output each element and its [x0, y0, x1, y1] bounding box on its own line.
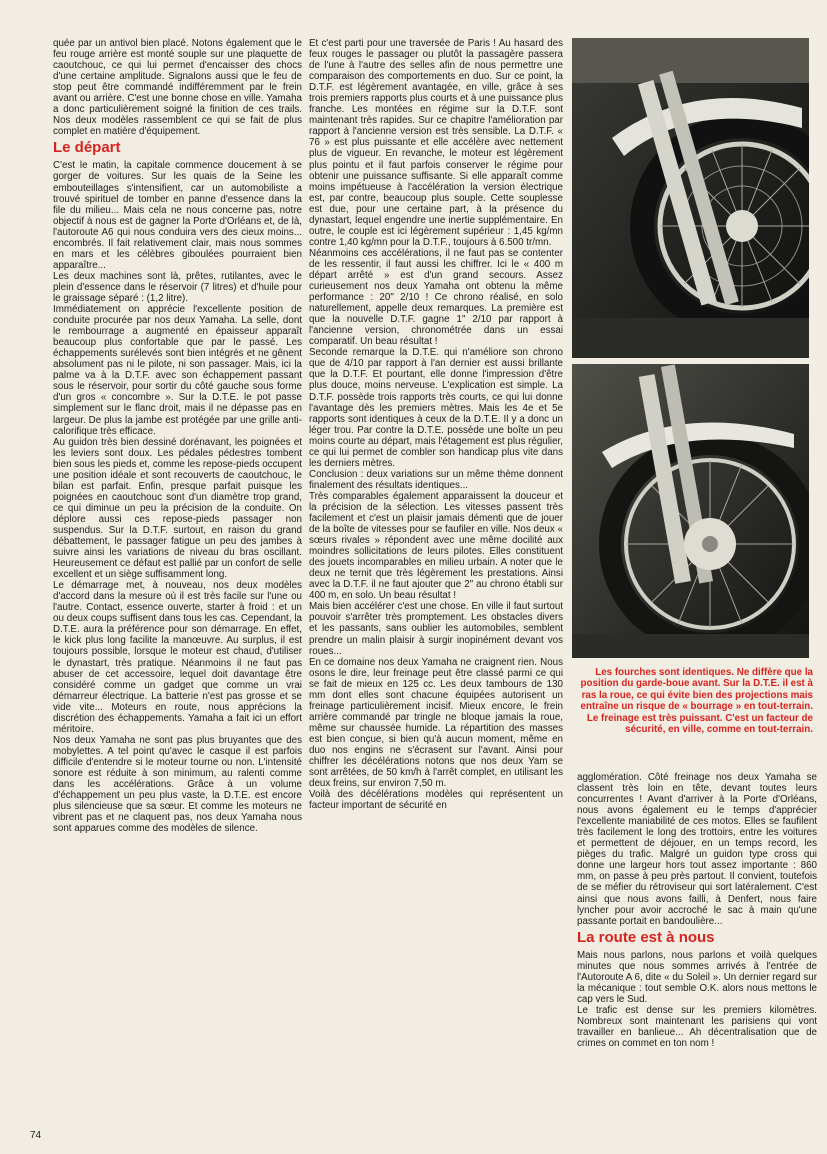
- paragraph: En ce domaine nos deux Yamaha ne craignent rien. Nous osons le dire, leur freinage peut être classé parmi ce qui se fait de mieux en 125 cc. Les deux tambours de 130 mm dont elles sont chacune équipées autorisent un freinage particulièrement incisif. Mieux encore, le frein arrière commandé par tringle ne bloque jamais la roue, même sur chaussée humide. La répartition des masses est bien conçue, si bien qu'à aucun moment, même en duo nos engins ne s'écrasent sur l'avant. Ainsi pour chiffrer les décélérations notons que nos deux Yam se sont arrêtées, de 50 km/h à l'arrêt complet, en utilisant les deux freins, sur environ 7,50 m.: [309, 656, 563, 790]
- paragraph: Mais nous parlons, nous parlons et voilà quelques minutes que nous sommes arrivés à l'entrée de l'Autoroute A 6, dite « du Soleil ». Un dernier regard sur la mécanique : tout semble O.K. alors nous mettons le cap vers le Sud.: [577, 949, 817, 1005]
- text-column-3: [577, 772, 817, 1147]
- paragraph: Le trafic est dense sur les premiers kilomètres. Nombreux sont maintenant les parisiens qui vont travailler en banlieue... Ah décentralisation que de crimes on commet en ton nom !: [577, 1004, 817, 1050]
- paragraph: Au guidon très bien dessiné dorénavant, les poignées et les leviers sont doux. Les pédales pédestres tombent bien sous les pieds et, comme les repose-pieds occupent une position idéale et sont recouverts de caoutchouc, le bilan est parfait. Enfin, presque parfait puisque les poignées en caoutchouc sont d'un diamètre trop grand, ce qui diminue un peu la précision de la conduite. On déplore aussi ces repose-pieds passager non suspendus. Sur la D.T.F. surtout, en raison du grand débattement, le passager fatigue un peu des jambes à suivre ainsi les variations de niveau du bras oscillant. Heureusement ce défaut est pallié par un confort de selle excellent et un siège suffisamment long.: [53, 436, 302, 581]
- section-heading-depart: Le départ: [53, 139, 121, 157]
- paragraph: C'est le matin, la capitale commence doucement à se gorger de voitures. Sur les quais de la Seine les embouteillages s'intensifient, car un automobiliste a trouvé spirituel de tomber en panne d'essence dans la file du milieu... Mais cela ne nous concerne pas, notre objectif à nous est de gagner la Porte d'Orléans et, de là, l'autoroute A6 qui nous conduira vers des cieux moins... encombrés. Il fait relativement clair, mais nous sommes en mars et les célèbres giboulées pourraient bien apparaître...: [53, 160, 302, 271]
- paragraph: Conclusion : deux variations sur un même thème donnent finalement des résultats identiques...: [309, 468, 563, 491]
- paragraph: Néanmoins ces accélérations, il ne faut pas se contenter de les ressentir, il faut aussi les chiffrer. Ici le « 400 m départ arrêté » est d'un grand secours. Assez curieusement nos deux Yamaha ont obtenu la même performance : 20" 2/10 ! Ce chrono réalisé, en solo naturellement, appelle deux remarques. La première est que la nouvelle D.T.F. gagne 1" 2/10 par rapport à l'ancienne version, chronométrée dans un essai comparatif. Un beau résultat !: [309, 247, 563, 348]
- paragraph: Seconde remarque la D.T.E. qui n'améliore son chrono que de 4/10 par rapport à l'an dernier est aussi brillante que la D.T.F. Et pourtant, elle donne l'impression d'être plus douce, moins nerveuse. L'explication est simple. La D.T.F. possède trois rapports très courts, ce qui lui donne l'avantage dès les premiers mètres. Mais les 4e et 5e rapports sont identiques à ceux de la D.T.E. Il y a donc un léger trou. Par contre la D.T.E. possède une boîte un peu moins courte au départ, mais l'étagement est plus régulier, ce qui lui permet de combler son handicap plus vite dans les derniers mètres.: [309, 347, 563, 469]
- section-heading-route: La route est à nous: [577, 928, 715, 946]
- paragraph: Les deux machines sont là, prêtes, rutilantes, avec le plein d'essence dans le réservoir (7 litres) et d'huile pour le graissage séparé : (1,2 litre).: [53, 270, 302, 304]
- intro-paragraph: quée par un antivol bien placé. Notons également que le feu rouge arrière est monté souple sur une plaquette de caoutchouc, ce qui lui permet d'encaisser des chocs d'une certaine amplitude. Signalons aussi que le feu de stop peut être commandé indifféremment par le frein avant ou arrière. C'est une bonne chose en ville. Yamaha a donc particulièrement soigné la finition de ces trails. Nos deux modèles rassemblent ce qui se fait de plus complet en matière d'équipement.: [53, 38, 302, 138]
- photo-front-fork-dtf: [572, 38, 809, 358]
- paragraph: Le démarrage met, à nouveau, nos deux modèles d'accord dans la mesure où il est très facile sur l'une ou l'autre. Contact, essence ouverte, starter à froid : et un ou deux coups suffisent dans tous les cas. Cependant, la D.T.E. aura la préférence pour son démarrage. En effet, le kick plus long facilite la manœuvre. Au surplus, il est toujours possible, lorsque le moteur est chaud, d'utiliser le dynastart, très pratique. Néanmoins il ne faut pas abuser de cet accessoire, lequel doit davantage être considéré comme un gadget que comme un vrai démarreur électrique. La batterie n'est pas grosse et se vide vite... Moteurs en route, nous apprécions la discrétion des échappements. Yamaha a fait ici un effort méritoire.: [53, 580, 302, 735]
- text-column-2: [309, 38, 563, 1146]
- photo-front-fork-dte: [572, 364, 809, 658]
- paragraph: Nos deux Yamaha ne sont pas plus bruyantes que des mobylettes. A tel point qu'avec le casque il est parfois difficile d'entendre si le moteur tourne ou non. L'intensité sonore est réduite à son minimum, au ralenti comme dans les accélérations. Grâce à un volume d'échappement un peu plus vaste, la D.T.E. est encore plus silencieuse que sa sœur. Et comme les moteurs ne vibrent pas et ne claquent pas, nos deux Yamaha nous sont apparues comme des modèles de silence.: [53, 734, 302, 835]
- photo-caption: Les fourches sont identiques. Ne diffère que la position du garde-boue avant. Sur la D.T.E. il est à ras la roue, ce qui évite bien des projections mais entraîne un risque de « bourrage » en tout-terrain. Le freinage est très puissant. C'est un facteur de sécurité, en ville, comme en tout-terrain.: [580, 667, 813, 736]
- paragraph: agglomération. Côté freinage nos deux Yamaha se classent très loin en tête, devant toutes leurs concurrentes ! Avant d'arriver à la Porte d'Orléans, nous avons également eu le temps d'apprécier l'excellente maniabilité de ces motos. Elles se faufilent très facilement le long des trottoirs, entre les voitures et permettent de déjouer, en un temps record, les pièges du trafic. Malgré un guidon type cross qui donne une largeur hors tout assez importante : 860 mm, on passe à peu près partout. Il convient, toutefois de se méfier du rétroviseur qui sort latéralement. C'est ainsi que nous avons failli, à Denfert, nous faire lyncher pour avoir accroché le sac à main qu'une passante portait en bandoulière...: [577, 772, 817, 927]
- page-number: 74: [30, 1130, 42, 1141]
- text-column-1: [53, 38, 302, 1146]
- paragraph: Mais bien accélérer c'est une chose. En ville il faut surtout pouvoir s'arrêter très promptement. Les obstacles divers et les passants, sans oublier les automobiles, semblent prendre un malin plaisir à surgir inopinément devant vos roues...: [309, 601, 563, 657]
- paragraph: Et c'est parti pour une traversée de Paris ! Au hasard des feux rouges le passager ou plutôt la passagère passera de l'une à l'autre des selles afin de nous permettre une comparaison des comportements en duo. Sur ce point, la D.T.F. est légèrement avantagée, en ville, grâce à ses trois premiers rapports plus courts et à une puissance plus franche. Les montées en régime sur la D.T.F. sont maintenant très rapides. Sur ce chapitre l'amélioration par rapport à l'ancienne version est très sensible. La D.T.F. « 76 » est plus puissante et elle accélère avec nettement plus de vigueur. En revanche, le moteur est légèrement plus pointu et il faut parfois conserver le régime pour obtenir une puissance suffisante. Si elle apparaît comme moins impétueuse à l'accélération la version électrique est, par contre, beaucoup plus souple. Cette souplesse est due, pour une certaine part, à la présence du dynastart, lequel engendre une inertie supplémentaire. En outre, le couple est ici légèrement supérieur : 1,45 kg/mn contre 1,40 kg/mn pour la D.T.F., toujours à 6.500 tr/mn.: [309, 38, 563, 248]
- paragraph: Très comparables également apparaissent la douceur et la précision de la sélection. Les vitesses passent très facilement et c'est un plaisir jamais démenti que de jouer de la boîte de vitesses pour se faufiler en ville. Nos deux « sœurs rivales » répondent avec une même docilité aux moindres sollicitations de leurs pilotes. Elles constituent des jouets incomparables en milieu urbain. A noter que le deux ne ternit que très légèrement les prestations. Ainsi avec la D.T.F. il ne faut ajouter que 2" au chrono établi sur 400 m, en solo. Un beau résultat !: [309, 490, 563, 602]
- paragraph: Immédiatement on apprécie l'excellente position de conduite procurée par nos deux Yamaha. La selle, dont le rembourrage a augmenté en épaisseur apparaît beaucoup plus confortable que par le passé. Les échappements surélevés sont bien intégrés et ne gênent absolument pas ni le pilote, ni son passager. Mais, ici la palme va à la D.T.F. avec son échappement passant sous le réservoir, pour sortir du côté gauche sous forme d'un gros « concombre ». Sur la D.T.E. le pot passe simplement sur le flanc droit, mais il ne dépasse pas en largeur. De plus la jambe est protégée par une grille anti-calorifique très efficace.: [53, 304, 302, 437]
- paragraph: Voilà des décélérations modèles qui représentent un facteur important de sécurité en: [309, 789, 563, 812]
